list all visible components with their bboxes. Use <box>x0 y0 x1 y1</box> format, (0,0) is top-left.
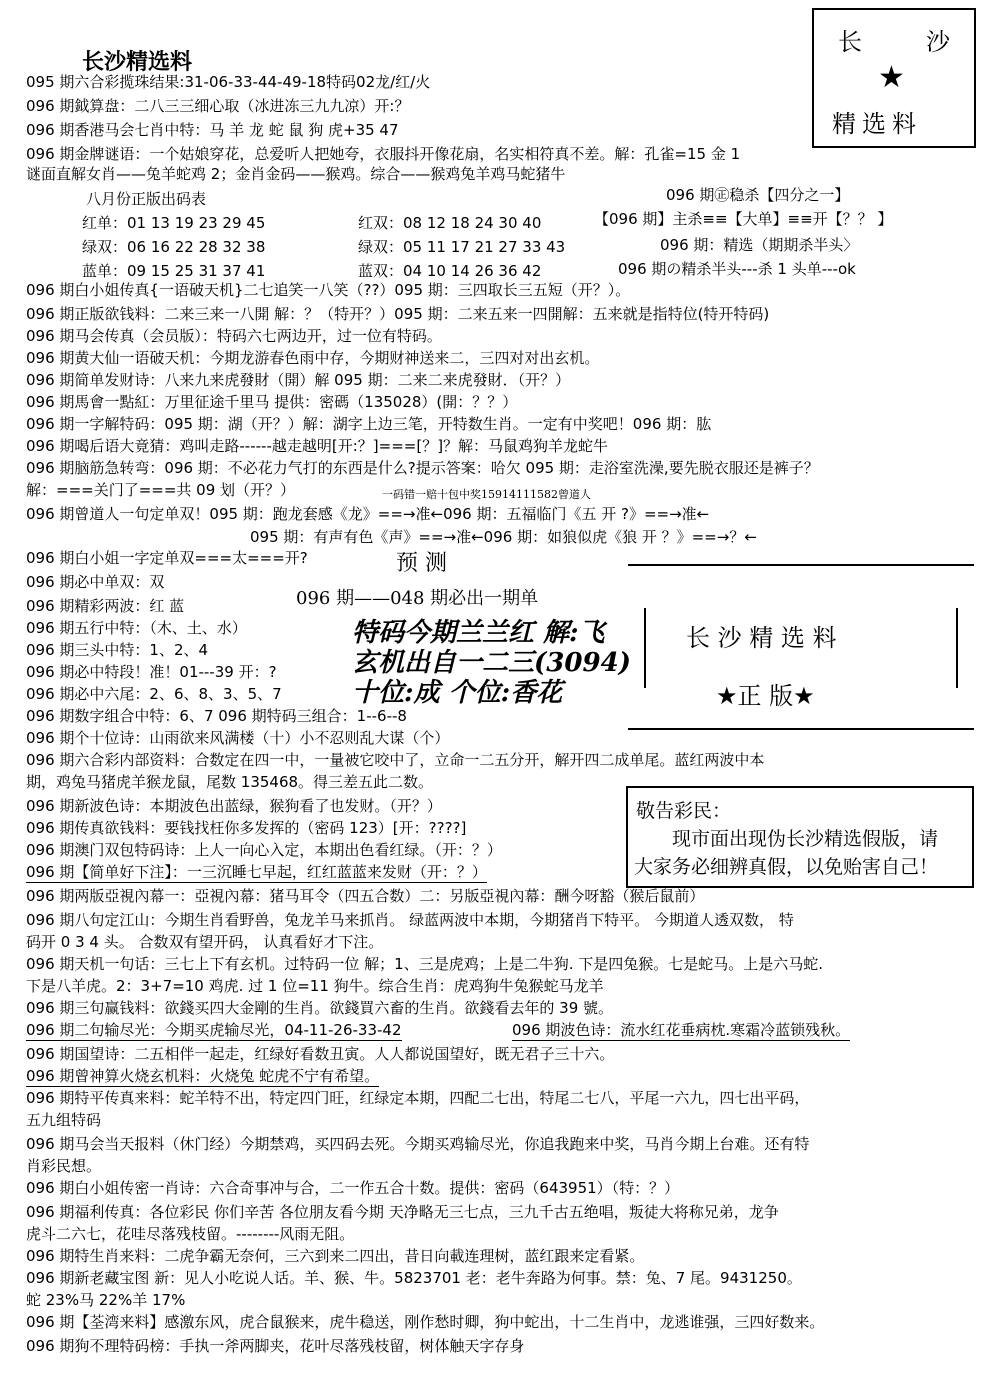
text-line: 期，鸡兔马猪虎羊猴龙鼠，尾数 135468。得三差五此二数。 <box>26 773 434 791</box>
text-line: 096 期简单发财诗：八来九来虎發財（開）解 095 期：二来二来虎發財．（开？） <box>26 371 571 389</box>
right-note: 096 期の精杀半头---杀 1 头单---ok <box>618 260 856 278</box>
logo-char-1: 长 <box>838 28 862 56</box>
text-line: 096 期二句输尽光：今期买虎输尽光，04-11-26-33-42 <box>26 1021 402 1039</box>
table-cell: 蓝双：04 10 14 26 36 42 <box>358 262 542 280</box>
notice-box <box>626 786 974 888</box>
text-line: 谜面直解女肖——兔羊蛇鸡 2；金肖金码——猴鸡。综合——猴鸡兔羊鸡马蛇猪牛 <box>26 165 566 183</box>
text-line: 096 期特生肖来料：二虎争霸无奈何，三六到来二四出，昔日向載连理树，蓝红跟来定看紧。 <box>26 1247 645 1265</box>
ad-line: 一码错一赔十包中奖15914111582曾道人 <box>382 488 591 501</box>
text-line: 096 期马会传真（会员版）：特码六七两边开，过一位有特码。 <box>26 327 442 345</box>
notice-line: 大家务必细辨真假，以免贻害自己！ <box>634 856 939 878</box>
table-heading: 八月份正版出码表 <box>86 190 207 208</box>
text-line: 096 期数字组合中特：6、7 096 期特码三组合：1--6--8 <box>26 707 407 725</box>
frame-subtitle: ★正 版★ <box>716 682 815 710</box>
text-line: 096 期澳门双包特码诗：上人一向心入定，本期出色看红绿。（开：？） <box>26 841 502 859</box>
table-cell: 红双：08 12 18 24 30 40 <box>358 214 542 232</box>
text-line: 096 期特平传真来料：蛇羊特不出，特定四门旺，红绿定本期，四配二七出，特尾二七八，平尾一六九，四七出平码， <box>26 1089 810 1107</box>
text-line: 096 期八句定江山：今期生肖看野兽，兔龙羊马来抓肖。 绿蓝两波中本期，今期猪肖下特平。 今期道人透双数， 特 <box>26 911 794 929</box>
text-line: 096 期白小姐一字定单双===太===开? <box>26 549 308 567</box>
page-title: 长沙精选料 <box>82 50 193 75</box>
text-line: 096 期必中六尾：2、6、8、3、5、7 <box>26 685 282 703</box>
text-line: 096 期五行中特：（木、土、水） <box>26 619 247 637</box>
text-line: 096 期个十位诗：山雨欲来风满楼（十）小不忍则乱大谋（个） <box>26 729 450 747</box>
right-note: 096 期㊣稳杀【四分之一】 <box>666 186 850 204</box>
text-line: 096 期喝后语大竟猜：鸡叫走路------越走越明[开:？]===[？]？解：马鼠鸡狗羊龙蛇牛 <box>26 437 609 455</box>
text-line: 096 期六合彩内部资料：合数定在四一中，一量被它咬中了，立命一二五分开，解开四二成单尾。蓝红两波中本 <box>26 751 765 769</box>
text-line: 096 期必中单双：双 <box>26 573 165 591</box>
text-line: 096 期国望诗：二五相伴一起走，红绿好看数丑寅。人人都说国望好，既无君子三十六。 <box>26 1045 615 1063</box>
text-line: 096 期【荃湾来料】感激东风，虎合鼠猴来，虎牛稳送，刚作愁时卿，狗中蛇出，十二生肖中，龙逃谁强，三四好数来。 <box>26 1313 825 1331</box>
text-line: 096 期香港马会七肖中特：马 羊 龙 蛇 鼠 狗 虎+35 47 <box>26 121 399 139</box>
predict-title: 预 测 <box>396 551 447 576</box>
text-line: 096 期三头中特：1、2、4 <box>26 641 209 659</box>
text-line: 096 期金牌谜语：一个姑娘穿花，总爱听人把她夸，衣服抖开像花扇，名实相符真不差。解：孔雀=15 金 1 <box>26 145 741 163</box>
text-line: 096 期曾道人一句定单双！095 期：跑龙套感《龙》==→准←096 期：五福临门《五 开 ?》==→准← <box>26 505 710 523</box>
text-line: 096 期狗不理特码榜：手执一斧两脚夹，花叶尽落残枝留，树体触天字存身 <box>26 1337 525 1355</box>
notice-line: 现市面出现伪长沙精选假版，请 <box>672 828 939 850</box>
text-line: 096 期天机一句话：三七上下有玄机。过特码一位 解；1、三是虎鸡；上是二牛狗. 下是四兔猴。七是蛇马。上是六马蛇. <box>26 955 824 973</box>
logo-box <box>812 8 976 148</box>
frame-title: 长 沙 精 选 料 <box>686 624 837 652</box>
text-line: 096 期新老藏宝图 新：见人小吃说人话。羊、猴、牛。5823701 老：老牛奔路为何事。禁：兔、7 尾。9431250。 <box>26 1269 802 1287</box>
notice-heading: 敬告彩民： <box>636 800 732 822</box>
text-line: 096 期脑筋急转弯：096 期：不必花力气打的东西是什么?提示答案：哈欠 095 期：走浴室洗澡,要先脱衣服还是裤子？ <box>26 459 819 477</box>
handwriting-line: 十位:成 个位:香花 <box>352 678 563 708</box>
text-line: 096 期传真欲钱料：要钱找枉你多发挥的（密码 123）[开：????] <box>26 819 467 837</box>
text-line: 肖彩民想。 <box>26 1157 102 1175</box>
text-line: 096 期曾神算火烧玄机料：火烧兔 蛇虎不宁有希望。 <box>26 1067 380 1085</box>
handwriting-line: 特码今期兰兰红 解:飞 <box>352 618 605 648</box>
text-line: 096 期一字解特码：095 期：湖（开？）解：湖字上边三笔，开特数生肖。一定有中奖吧！096 期：肱 <box>26 415 712 433</box>
logo-char-2: 沙 <box>926 28 950 56</box>
logo-star-icon: ★ <box>878 60 905 95</box>
predict-sub: 096 期——048 期必出一期单 <box>296 588 539 609</box>
text-line: 码开 0 3 4 头。 合数双有望开码， 认真看好才下注。 <box>26 933 384 951</box>
logo-text: 精选料 <box>832 110 922 138</box>
text-line: 096 期正版欲钱料：二来三来一八開 解：？（特开？）095 期：二来五来一四開解：五来就是指特位(特开特码) <box>26 305 770 323</box>
table-cell: 绿双：05 11 17 21 27 33 43 <box>358 238 566 256</box>
text-line: 解：===关门了===共 09 划（开？） <box>26 481 296 499</box>
table-cell: 绿双：06 16 22 28 32 38 <box>82 238 266 256</box>
text-line: 096 期白小姐传密一肖诗：六合奇事冲与合，二一作五合十数。提供：密码（643951）（特：？） <box>26 1179 680 1197</box>
text-line: 096 期三句赢钱料：欲錢买四大金剛的生肖。欲錢買六畜的生肖。欲錢看去年的 39 號。 <box>26 999 614 1017</box>
table-cell: 红单：01 13 19 23 29 45 <box>82 214 266 232</box>
text-line: 096 期两版亞視內幕一：亞視內幕：猪马耳令（四五合数）二：另版亞視內幕：酬今呀豁（猴后鼠前） <box>26 887 705 905</box>
frame-box <box>628 564 974 730</box>
text-line: 096 期鉞算盘：二八三三细心取（冰进冻三九九凉）开:？ <box>26 97 410 115</box>
handwriting-line: 玄机出自一二三(3094) <box>352 648 631 678</box>
text-line: 096 期必中特段！准！01---39 开：? <box>26 663 277 681</box>
text-line: 096 期馬會一點紅：万里征途千里马 提供：密碼（135028）(開：？？） <box>26 393 518 411</box>
text-line: 096 期【简单好下注】：一三沉睡七早起，红红蓝蓝来发财（开：？） <box>26 863 487 881</box>
wave-poem: 096 期波色诗：流水红花垂病枕.寒霜冷蓝锁残秋。 <box>512 1021 851 1039</box>
text-line: 096 期精彩两波：红 蓝 <box>26 597 185 615</box>
right-note: 096 期：精选（期期杀半头〉 <box>660 236 859 254</box>
text-line: 096 期黄大仙一语破天机：今期龙游春色雨中存，今期财神送来二，三四对对出玄机。 <box>26 349 600 367</box>
right-note: 【096 期】主杀≡≡【大单】≡≡开【？？ 】 <box>594 210 893 228</box>
text-line: 096 期福利传真：各位彩民 你们辛苦 各位朋友看今期 天净略无三七点，三九千古五绝唱，叛徒大将称兄弟，龙争 <box>26 1203 779 1221</box>
text-line: 虎斗二六七，花哇尽落残枝留。--------风雨无阻。 <box>26 1225 355 1243</box>
text-line: 095 期：有声有色《声》==→准←096 期：如狼似虎《狼 开 ？》==→？← <box>250 528 757 546</box>
result-line: 095 期六合彩揽珠结果:31-06-33-44-49-18特码02龙/红/火 <box>26 73 431 91</box>
text-line: 096 期马会当天报料（休门经）今期禁鸡，买四码去死。今期买鸡输尽光，你追我跑来中奖，马肖今期上台难。还有特 <box>26 1135 810 1153</box>
text-line: 下是八羊虎。2：3+7=10 鸡虎. 过 1 位=11 狗牛。综合生肖：虎鸡狗牛兔猴蛇马龙羊 <box>26 977 604 995</box>
table-cell: 蓝单：09 15 25 31 37 41 <box>82 262 266 280</box>
text-line: 蛇 23%马 22%羊 17% <box>26 1291 186 1309</box>
text-line: 096 期新波色诗：本期波色出蓝绿，猴狗看了也发财。（开？） <box>26 797 442 815</box>
text-line: 096 期白小姐传真{一语破天机}二七追笑一八笑（??）095 期：三四取长三五短（开？）。 <box>26 281 631 299</box>
text-line: 五九组特码 <box>26 1111 102 1129</box>
